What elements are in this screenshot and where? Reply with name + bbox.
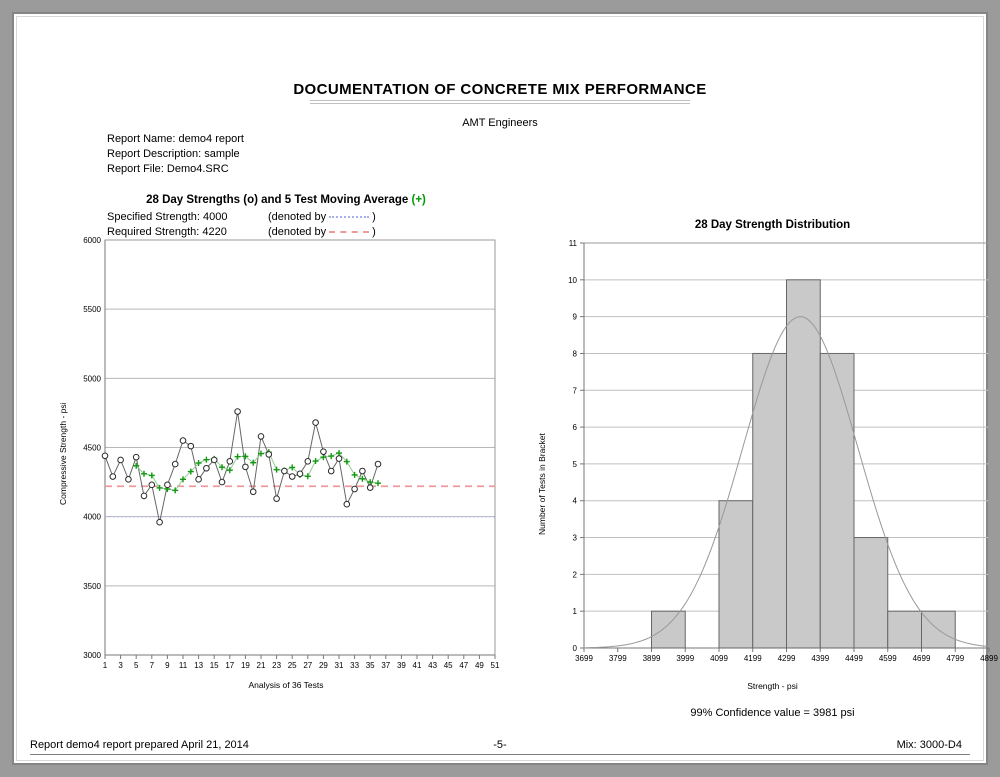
- svg-text:1: 1: [102, 661, 108, 670]
- report-name-line: Report Name: demo4 report: [107, 133, 244, 145]
- company-name: AMT Engineers: [462, 117, 538, 129]
- report-description-line: Report Description: sample: [107, 148, 240, 160]
- svg-text:37: 37: [381, 661, 391, 670]
- svg-text:3999: 3999: [676, 654, 695, 663]
- svg-text:4499: 4499: [845, 654, 863, 663]
- svg-text:31: 31: [334, 661, 344, 670]
- specified-strength-label: Specified Strength: 4000: [107, 211, 228, 223]
- svg-text:4500: 4500: [83, 443, 101, 453]
- svg-text:3699: 3699: [575, 654, 593, 663]
- svg-text:43: 43: [428, 661, 438, 670]
- report-page: [12, 12, 998, 765]
- report-info-block: [107, 132, 244, 177]
- svg-text:4799: 4799: [946, 654, 965, 663]
- svg-text:5000: 5000: [83, 374, 101, 384]
- svg-text:5: 5: [572, 459, 577, 469]
- specified-strength-denote: (denoted by ): [268, 211, 376, 223]
- grid-lines: [105, 240, 495, 655]
- svg-text:4299: 4299: [777, 654, 796, 663]
- svg-text:2: 2: [572, 570, 577, 580]
- svg-text:5: 5: [133, 661, 139, 670]
- footer-divider: [30, 754, 970, 755]
- svg-text:41: 41: [412, 661, 422, 670]
- specified-strength-line-sample: [329, 216, 369, 218]
- strength-control-chart: [75, 236, 510, 704]
- svg-text:47: 47: [459, 661, 469, 670]
- title-underline-top: [310, 100, 690, 101]
- svg-text:15: 15: [209, 661, 219, 670]
- svg-text:4199: 4199: [743, 654, 762, 663]
- svg-text:27: 27: [303, 661, 313, 670]
- svg-text:11: 11: [178, 661, 188, 670]
- svg-text:45: 45: [443, 661, 453, 670]
- footer-mix-id: Mix: 3000-D4: [896, 739, 962, 751]
- svg-text:0: 0: [572, 644, 577, 653]
- svg-text:8: 8: [572, 349, 577, 359]
- confidence-note: 99% Confidence value = 3981 psi: [690, 707, 855, 719]
- svg-text:51: 51: [490, 661, 500, 670]
- moving-average-plus-symbol: (+): [411, 194, 426, 206]
- svg-text:3: 3: [572, 533, 577, 543]
- left-chart-x-axis-label: Analysis of 36 Tests: [248, 680, 324, 690]
- required-strength-denote: (denoted by ): [268, 226, 376, 238]
- svg-text:23: 23: [272, 661, 282, 670]
- svg-text:5500: 5500: [83, 305, 101, 315]
- svg-text:3: 3: [118, 661, 123, 670]
- right-chart-y-axis-label: Number of Tests in Bracket: [537, 433, 547, 535]
- svg-text:9: 9: [572, 312, 577, 322]
- svg-text:3899: 3899: [642, 654, 661, 663]
- svg-text:6000: 6000: [83, 236, 101, 245]
- svg-text:3799: 3799: [608, 654, 627, 663]
- svg-text:39: 39: [396, 661, 406, 670]
- x-tick-labels: [575, 648, 998, 663]
- page-title: DOCUMENTATION OF CONCRETE MIX PERFORMANCE: [293, 81, 707, 98]
- required-strength-label: Required Strength: 4220: [107, 226, 227, 238]
- svg-text:33: 33: [350, 661, 360, 670]
- svg-text:4099: 4099: [710, 654, 728, 663]
- svg-text:10: 10: [568, 275, 577, 285]
- svg-text:17: 17: [225, 661, 235, 670]
- left-chart-y-axis-label: Compressive Strength - psi: [58, 402, 68, 506]
- svg-text:4: 4: [572, 496, 577, 506]
- svg-text:19: 19: [240, 661, 250, 670]
- required-strength-line-sample: [329, 231, 369, 233]
- svg-text:13: 13: [194, 661, 204, 670]
- svg-text:4000: 4000: [83, 512, 101, 522]
- x-tick-labels: [103, 655, 500, 670]
- svg-text:4899: 4899: [980, 654, 998, 663]
- right-chart-x-axis-label: Strength - psi: [747, 681, 798, 691]
- svg-text:35: 35: [365, 661, 375, 670]
- svg-text:4699: 4699: [912, 654, 931, 663]
- title-underline-bottom: [310, 103, 690, 104]
- strength-markers: [102, 409, 381, 525]
- svg-text:29: 29: [318, 661, 328, 670]
- svg-text:11: 11: [568, 239, 577, 248]
- svg-text:21: 21: [256, 661, 266, 670]
- report-file-line: Report File: Demo4.SRC: [107, 163, 229, 175]
- svg-text:3500: 3500: [83, 581, 101, 591]
- svg-text:49: 49: [474, 661, 484, 670]
- svg-text:7: 7: [149, 661, 155, 670]
- svg-text:6: 6: [572, 423, 577, 433]
- svg-text:4599: 4599: [878, 654, 897, 663]
- svg-text:9: 9: [165, 661, 170, 670]
- svg-text:7: 7: [572, 386, 577, 396]
- strength-chart-title: 28 Day Strengths (o) and 5 Test Moving Average (+): [146, 194, 426, 206]
- strength-series-line: [105, 412, 378, 523]
- svg-text:3000: 3000: [83, 651, 101, 660]
- footer-page-number: -5-: [493, 739, 507, 751]
- strength-distribution-histogram: [530, 236, 1000, 696]
- svg-text:4399: 4399: [811, 654, 830, 663]
- svg-text:25: 25: [287, 661, 297, 670]
- footer-prepared-text: Report demo4 report prepared April 21, 2014: [30, 739, 249, 751]
- svg-text:1: 1: [572, 607, 577, 617]
- distribution-chart-title: 28 Day Strength Distribution: [694, 219, 851, 231]
